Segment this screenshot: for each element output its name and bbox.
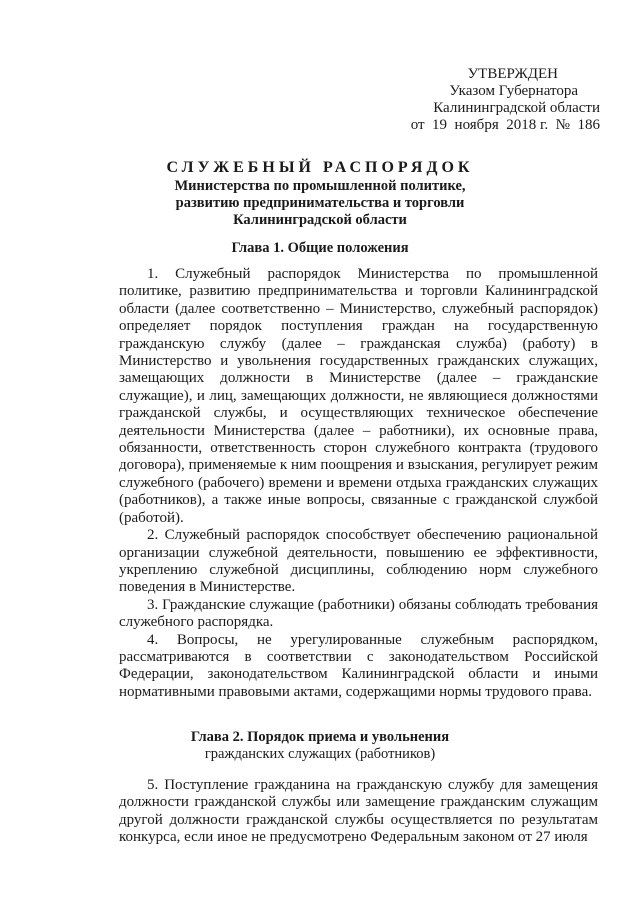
chapter-1-heading: Глава 1. Общие положения: [231, 240, 409, 256]
chapter-2-body: [119, 777, 598, 847]
document-subtitle-line: Министерства по промышленной политике,: [174, 178, 466, 194]
paragraph: 3. Гражданские служащие (работники) обязаны соблюдать требования служебного распорядка.: [119, 596, 598, 631]
approval-status: УТВЕРЖДЕН: [467, 66, 558, 82]
paragraph: 2. Служебный распорядок способствует обеспечению рациональной организации служебной деятельности, повышению ее эффективности, укреплению служебной дисциплины, соблюдению норм служебного поведения в Министерстве.: [119, 527, 598, 596]
paragraph: 1. Служебный распорядок Министерства по промышленной политике, развитию предпринимательства и торговли Калининградской области (далее соответственно – Министерство, служебный распорядок) определяет порядок поступления граждан на государственную гражданскую службу (далее – гражданская служба) (работу) в Министерство и увольнения государственных гражданских служащих, замещающих должности в Министерстве (далее – гражданские служащие), и лиц, замещающих должности, не являющиеся должностями гражданской службы, и осуществляющих техническое обеспечение деятельности Министерства (далее – работники), их основные права, обязанности, ответственность сторон служебного контракта (трудового договора), применяемые к ним поощрения и взыскания, регулирует режим служебного (рабочего) времени и времени отдыха гражданских служащих (работников), а также иные вопросы, связанные с гражданской службой (работой).: [119, 266, 598, 526]
chapter-2-heading-line: гражданских служащих (работников): [204, 746, 436, 762]
document-title: СЛУЖЕБНЫЙ РАСПОРЯДОК: [166, 159, 474, 176]
chapter-2-heading: [120, 729, 520, 763]
document-subtitle-line: развитию предпринимательства и торговли: [175, 195, 465, 211]
approval-block: [340, 66, 600, 134]
chapter-1-body: [119, 266, 598, 701]
approval-region: Калининградской области: [433, 100, 600, 116]
paragraph: 4. Вопросы, не урегулированные служебным распорядком, рассматриваются в соответствии с законодательством Российской Федерации, законодательством Калининградской области и иными нормативными правовыми актами, содержащими нормы трудового права.: [119, 631, 598, 700]
chapter-2-heading-line: Глава 2. Порядок приема и увольнения: [190, 729, 450, 745]
document-subtitle-line: Калининградской области: [233, 212, 407, 228]
approval-date: от 19 ноября 2018 г. № 186: [410, 117, 600, 133]
paragraph: 5. Поступление гражданина на гражданскую службу для замещения должности гражданской службы или замещение гражданским служащим другой должности гражданской службы осуществляется по результатам конкурса, если иное не предусмотрено Федеральным законом от 27 июля: [119, 777, 598, 846]
title-block: [120, 158, 520, 229]
approval-decree: Указом Губернатора: [449, 83, 578, 99]
